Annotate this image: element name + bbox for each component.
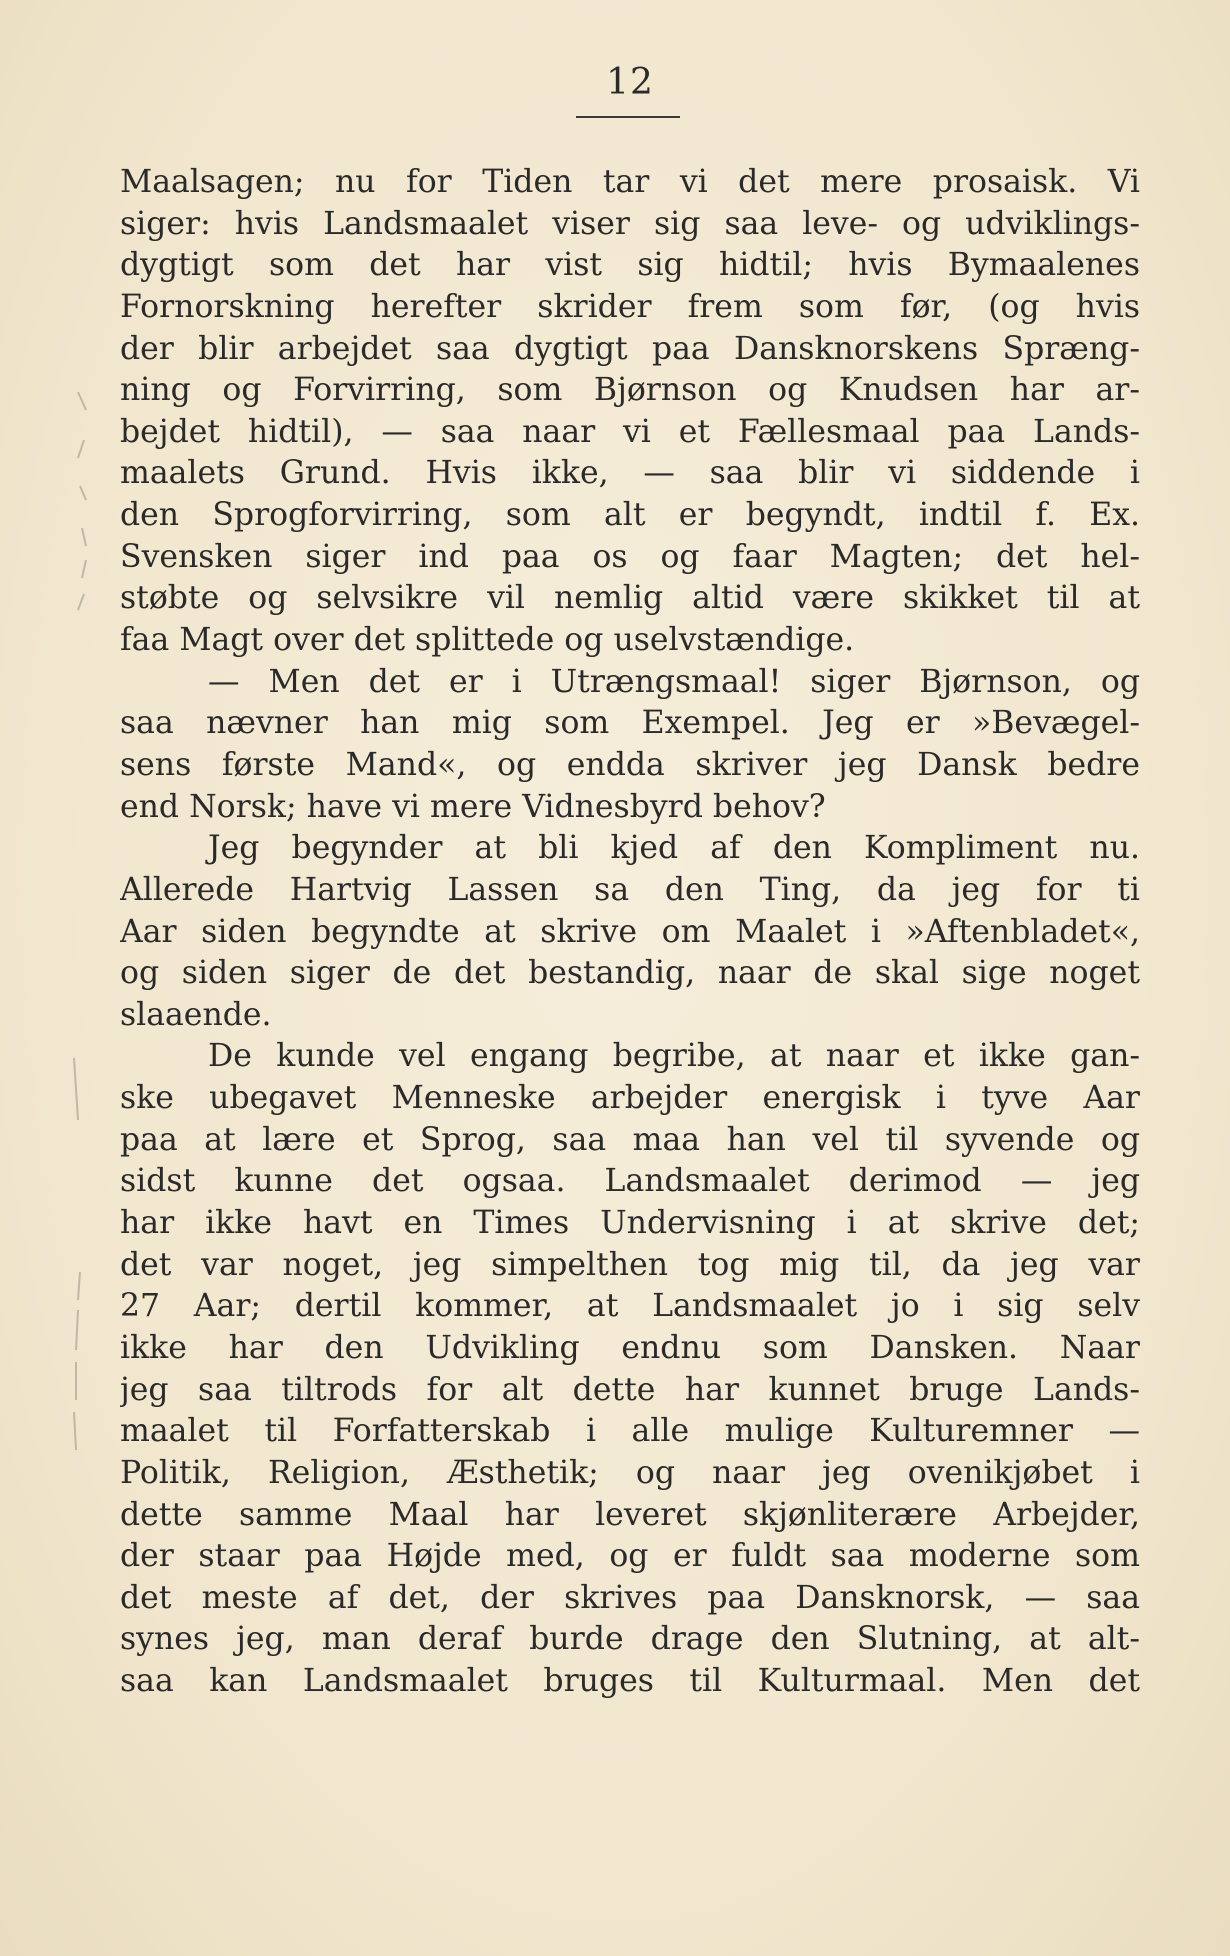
text-line: dygtigt som det har vist sig hidtil; hvis Bymaalenes [120,247,1140,284]
text-line: Maalsagen; nu for Tiden tar vi det mere prosaisk. Vi [120,164,1140,200]
text-line: Allerede Hartvig Lassen sa den Ting, da jeg for ti [120,871,1140,908]
text-line: og siden siger de det bestandig, naar de skal sige noget [120,955,1140,992]
text-line: Jeg begynder at bli kjed af den Kompliment nu. [208,830,1140,867]
text-line: saa nævner han mig som Exempel. Jeg er »Bevægel- [120,705,1140,742]
text-line: Fornorskning herefter skrider frem som før, (og hvis [120,288,1140,325]
text-line: bejdet hidtil), — saa naar vi et Fællesmaal paa Lands- [120,413,1140,450]
text-line: Aar siden begyndte at skrive om Maalet i »Aftenbladet«, [120,913,1140,950]
text-line: maalets Grund. Hvis ikke, — saa blir vi siddende i [120,455,1140,492]
body-text [120,162,1140,1703]
text-line: dette samme Maal har leveret skjønliterære Arbejder, [120,1496,1140,1533]
text-line: paa at lære et Sprog, saa maa han vel til syvende og [120,1121,1140,1158]
text-line: ske ubegavet Menneske arbejder energisk i tyve Aar [120,1080,1140,1117]
text-line: ning og Forvirring, som Bjørnson og Knudsen har ar- [120,372,1140,409]
text-line: — Men det er i Utrængsmaal! siger Bjørnson, og [208,663,1140,700]
text-line: der blir arbejdet saa dygtigt paa Dansknorskens Spræng- [120,330,1140,367]
text-line: den Sprogforvirring, som alt er begyndt, indtil f. Ex. [120,497,1140,534]
text-line: faa Magt over det splittede og uselvstændige. [120,622,855,659]
text-line: sens første Mand«, og endda skriver jeg Dansk bedre [120,746,1140,783]
page-number-rule [576,116,680,118]
text-line: Svensken siger ind paa os og faar Magten; det hel- [120,538,1140,575]
page-number: 12 [606,62,654,103]
text-line: maalet til Forfatterskab i alle mulige Kulturemner — [120,1413,1140,1450]
text-line: det meste af det, der skrives paa Dansknorsk, — saa [120,1579,1140,1616]
text-line: 27 Aar; dertil kommer, at Landsmaalet jo i sig selv [120,1288,1140,1325]
text-line: end Norsk; have vi mere Vidnesbyrd behov? [120,788,826,825]
text-line: sidst kunne det ogsaa. Landsmaalet derimod — jeg [120,1163,1140,1200]
text-line: ikke har den Udvikling endnu som Dansken. Naar [120,1329,1140,1366]
text-line: det var noget, jeg simpelthen tog mig til, da jeg var [120,1246,1140,1283]
text-line: saa kan Landsmaalet bruges til Kulturmaal. Men det [120,1663,1140,1700]
text-line: har ikke havt en Times Undervisning i at skrive det; [120,1205,1140,1242]
text-line: støbte og selvsikre vil nemlig altid være skikket til at [120,580,1140,617]
text-line: Politik, Religion, Æsthetik; og naar jeg ovenikjøbet i [120,1454,1140,1491]
text-line: jeg saa tiltrods for alt dette har kunnet bruge Lands- [120,1371,1140,1408]
text-line: slaaende. [120,996,272,1033]
text-line: synes jeg, man deraf burde drage den Slutning, at alt- [120,1621,1140,1658]
text-line: siger: hvis Landsmaalet viser sig saa leve- og udviklings- [120,205,1140,242]
text-line: der staar paa Højde med, og er fuldt saa moderne som [120,1538,1140,1575]
text-line: De kunde vel engang begribe, at naar et ikke gan- [208,1038,1140,1075]
